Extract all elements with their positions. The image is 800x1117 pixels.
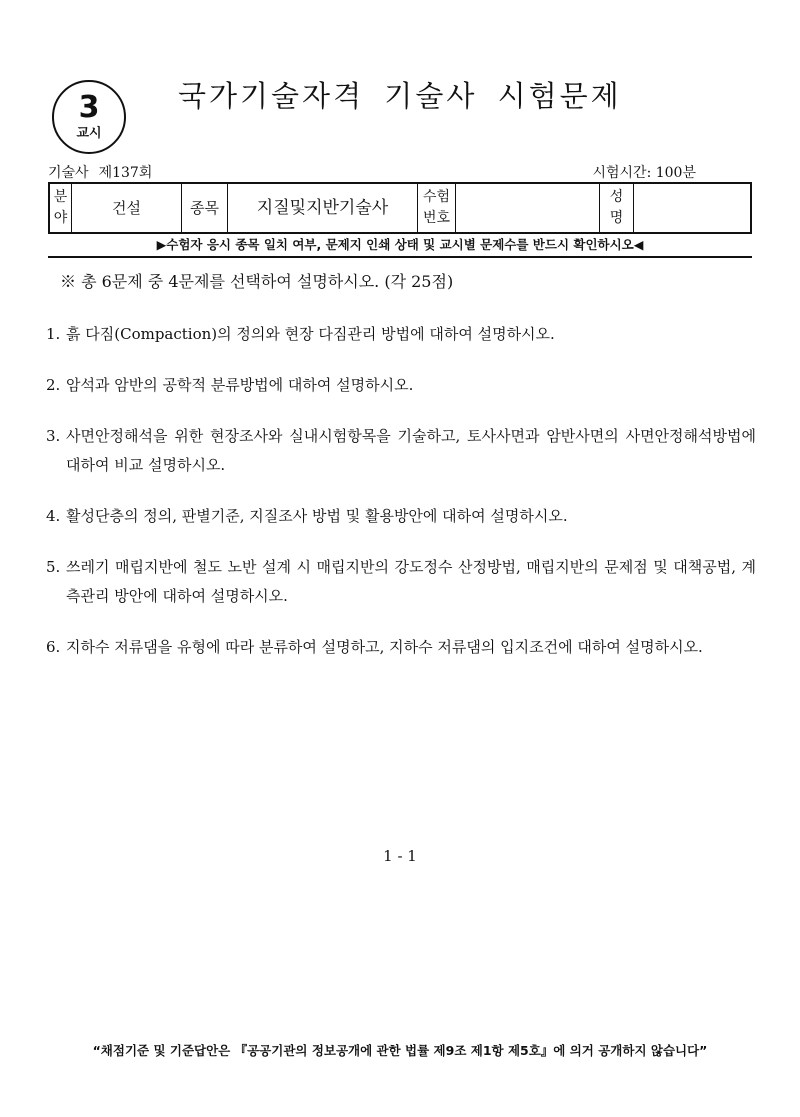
name-label-cell xyxy=(600,184,634,232)
item-label-cell xyxy=(182,184,228,232)
question-3 xyxy=(46,422,756,480)
field-label-bottom: 야 xyxy=(53,210,68,226)
period-number: 3 xyxy=(78,90,100,125)
disclaimer: “채점기준 및 기준답안은 『공공기관의 정보공개에 관한 법률 제9조 제1항 제5호』에 의거 공개하지 않습니다” xyxy=(92,1043,708,1058)
question-number: 5. xyxy=(46,558,61,576)
field-label-top: 분 xyxy=(53,189,68,205)
period-badge xyxy=(52,80,126,154)
question-number: 1. xyxy=(46,325,61,343)
exam-number-field[interactable] xyxy=(456,184,600,232)
name-label-bottom: 명 xyxy=(609,210,624,226)
item-label: 종목 xyxy=(190,199,219,217)
question-text: 흙 다짐(Compaction)의 정의와 현장 다짐관리 방법에 대하여 설명하시오. xyxy=(66,325,555,343)
period-label: 교시 xyxy=(76,126,102,141)
item-value-cell xyxy=(228,184,418,232)
question-text: 활성단층의 정의, 판별기준, 지질조사 방법 및 활용방안에 대하여 설명하시오. xyxy=(66,507,568,525)
field-value-cell xyxy=(72,184,182,232)
page-title: 국가기술자격 기술사 시험문제 xyxy=(178,79,622,113)
field-value: 건설 xyxy=(112,199,141,217)
question-5 xyxy=(46,553,756,611)
question-1 xyxy=(46,320,756,349)
question-text: 지하수 저류댐을 유형에 따라 분류하여 설명하고, 지하수 저류댐의 입지조건에 대하여 설명하시오. xyxy=(66,638,703,656)
question-list xyxy=(46,320,756,684)
exam-round: 제137회 xyxy=(98,165,153,181)
exam-number-label-bottom: 번호 xyxy=(422,210,451,226)
question-4 xyxy=(46,502,756,531)
notice-bar: ▶수험자 응시 종목 일치 여부, 문제지 인쇄 상태 및 교시별 문제수를 반드시 확인하시오◀ xyxy=(48,236,752,258)
instruction: ※ 총 6문제 중 4문제를 선택하여 설명하시오. (각 25점) xyxy=(60,272,454,291)
item-value: 지질및지반기술사 xyxy=(256,198,389,218)
exam-time: 시험시간: 100분 xyxy=(592,165,696,181)
question-2 xyxy=(46,371,756,400)
name-field[interactable] xyxy=(634,184,750,232)
page-number: 1 - 1 xyxy=(383,847,417,865)
question-number: 3. xyxy=(46,427,61,445)
question-number: 4. xyxy=(46,507,61,525)
question-text: 암석과 암반의 공학적 분류방법에 대하여 설명하시오. xyxy=(66,376,414,394)
exam-round-line xyxy=(48,162,152,182)
question-text: 사면안정해석을 위한 현장조사와 실내시험항목을 기술하고, 토사사면과 암반사면의 사면안정해석방법에 대하여 비교 설명하시오. xyxy=(66,427,756,474)
qualification-label: 기술사 xyxy=(48,165,89,181)
question-6 xyxy=(46,633,756,662)
field-label-cell xyxy=(50,184,72,232)
question-number: 6. xyxy=(46,638,61,656)
name-label-top: 성 xyxy=(609,189,624,205)
question-number: 2. xyxy=(46,376,61,394)
exam-number-label-top: 수험 xyxy=(422,189,451,205)
exam-info-table xyxy=(48,182,752,234)
question-text: 쓰레기 매립지반에 철도 노반 설계 시 매립지반의 강도정수 산정방법, 매립지반의 문제점 및 대책공법, 계측관리 방안에 대하여 설명하시오. xyxy=(66,558,756,605)
exam-number-label-cell xyxy=(418,184,456,232)
